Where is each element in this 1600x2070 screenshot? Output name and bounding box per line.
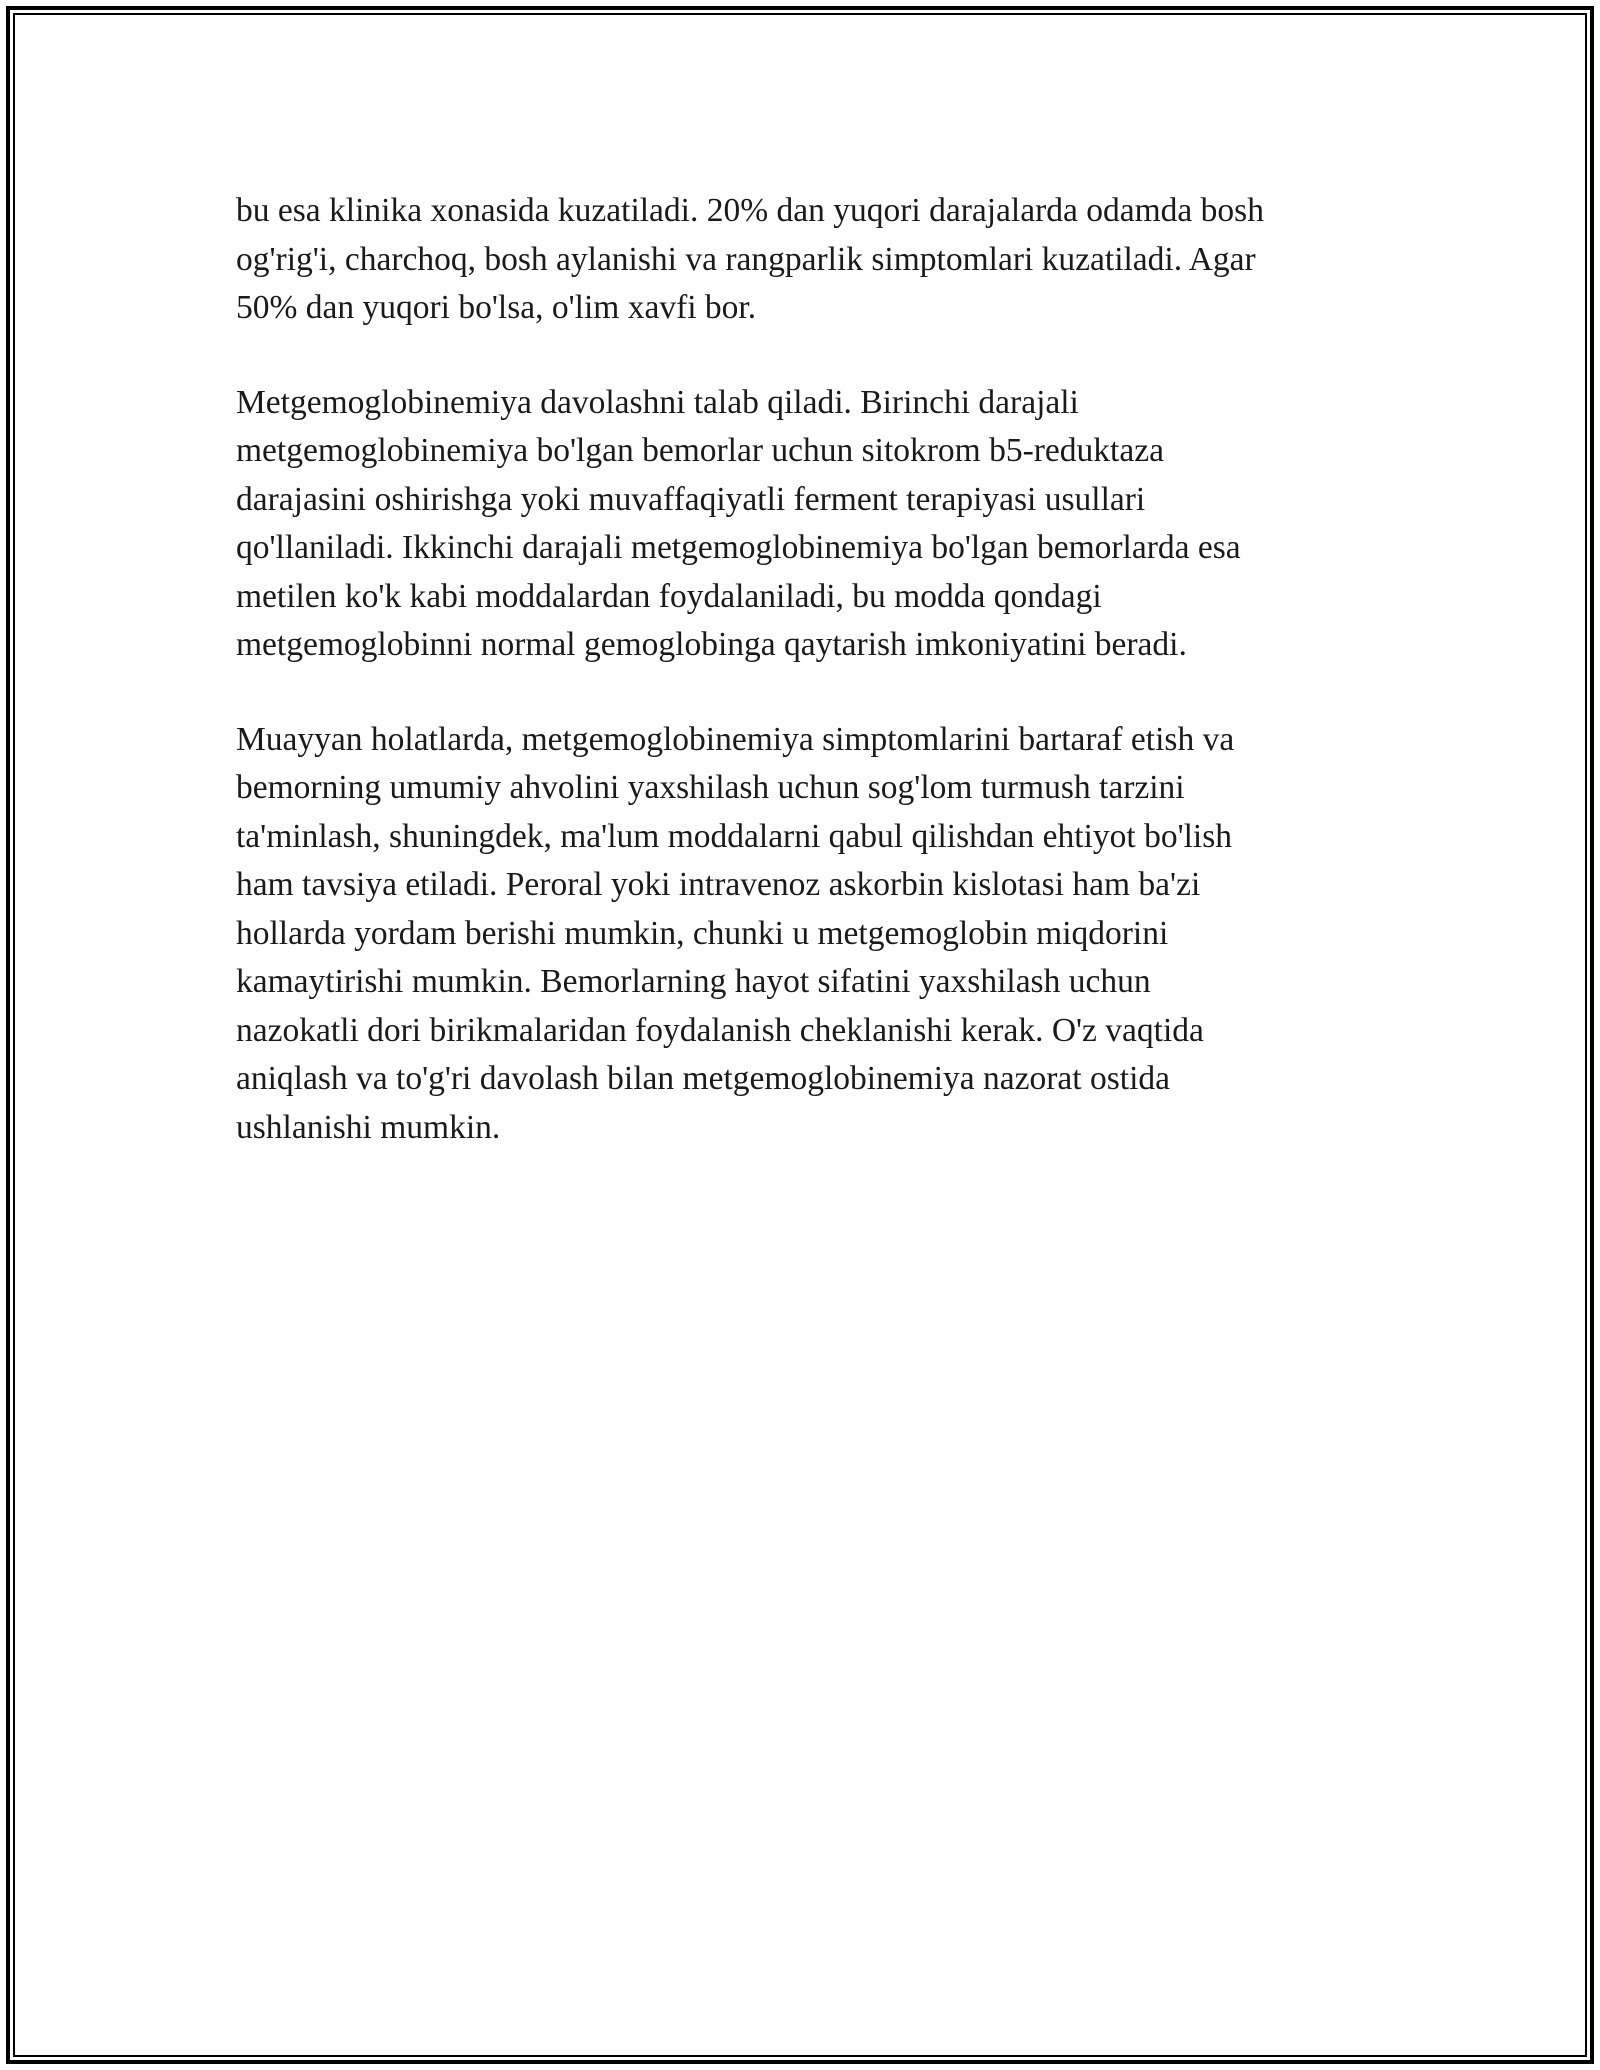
paragraph-1: bu esa klinika xonasida kuzatiladi. 20% dan yuqori darajalarda odamda bosh og'rig'i, charchoq, bosh aylanishi va rangparlik simptomlari kuzatiladi. Agar 50% dan yuqori bo'lsa, o'lim xavfi bor. [236,192,1264,326]
document-body [236,187,1376,1198]
paragraph-3: Muayyan holatlarda, metgemoglobinemiya simptomlarini bartaraf etish va bemorning umumiy ahvolini yaxshilash uchun sog'lom turmush tarzini ta'minlash, shuningdek, ma'lum moddalarni qabul qilishdan ehtiyot bo'lish ham tavsiya etiladi. Peroral yoki intravenoz askorbin kislotasi ham ba'zi hollarda yordam berishi mumkin, chunki u metgemoglobin miqdorini kamaytirishi mumkin. Bemorlarning hayot sifatini yaxshilash uchun nazokatli dori birikmalaridan foydalanish cheklanishi kerak. O'z vaqtida aniqlash va to'g'ri davolash bilan metgemoglobinemiya nazorat ostida ushlanishi mumkin. [236,720,1235,1146]
paragraph-2: Metgemoglobinemiya davolashni talab qiladi. Birinchi darajali metgemoglobinemiya bo'lgan bemorlar uchun sitokrom b5-reduktaza darajasini oshirishga yoki muvaffaqiyatli ferment terapiyasi usullari qo'llaniladi. Ikkinchi darajali metgemoglobinemiya bo'lgan bemorlarda esa metilen ko'k kabi moddalardan foydalaniladi, bu modda qondagi metgemoglobinni normal gemoglobinga qaytarish imkoniyatini beradi. [236,383,1241,663]
